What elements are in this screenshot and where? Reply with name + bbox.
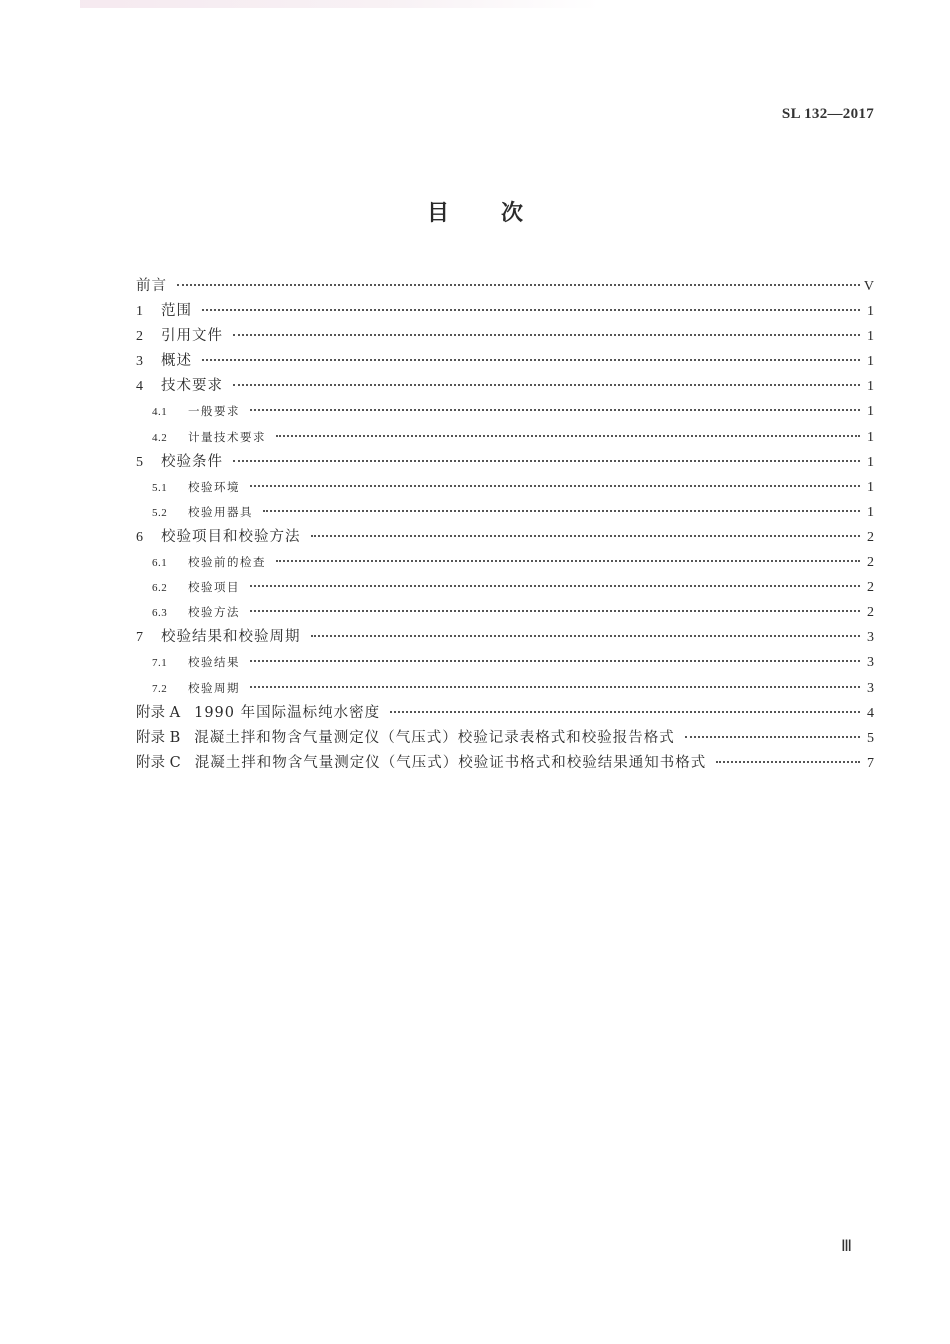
toc-entry-page: 3	[867, 680, 874, 696]
dot-leader	[250, 585, 860, 587]
toc-entry-label: 校验项目	[188, 580, 240, 595]
toc-entry-page: 1	[867, 429, 874, 445]
toc-entry-page: 5	[867, 730, 874, 746]
toc-entry[interactable]	[136, 450, 874, 475]
toc-entry-number: 5.1	[152, 481, 168, 494]
toc-entry-label: 校验方法	[188, 605, 240, 620]
toc-entry-page: V	[863, 279, 874, 294]
toc-entry-number: 6	[136, 529, 143, 545]
toc-entry-number: 7	[136, 630, 143, 646]
toc-entry-number: 5.2	[152, 506, 168, 519]
toc-entry-label: 前言	[136, 278, 167, 294]
toc-entry[interactable]	[136, 374, 874, 399]
dot-leader	[311, 535, 861, 537]
toc-entry-number: 6.2	[152, 582, 168, 595]
toc-entry[interactable]	[136, 550, 874, 575]
toc-entry-page: 1	[867, 504, 874, 520]
standard-code: SL 132—2017	[781, 106, 874, 122]
toc-entry[interactable]	[136, 751, 874, 776]
dot-leader	[685, 736, 860, 738]
toc-entry-number: 附录 B	[136, 729, 181, 746]
toc-entry[interactable]	[136, 425, 874, 450]
toc-entry-label: 范围	[161, 303, 192, 320]
toc-entry-page: 2	[867, 555, 874, 571]
toc-entry-number: 4.1	[152, 406, 168, 419]
toc-entry-label: 校验结果	[188, 655, 240, 670]
toc-entry-label: 概述	[161, 353, 192, 370]
toc-entry[interactable]	[136, 299, 874, 324]
toc-entry-page: 1	[867, 454, 874, 470]
scan-edge-tint	[80, 0, 600, 8]
dot-leader	[177, 284, 860, 286]
toc-entry[interactable]	[136, 500, 874, 525]
toc-entry-page: 1	[867, 304, 874, 320]
dot-leader	[233, 334, 860, 336]
toc-entry-label: 1990 年国际温标纯水密度	[194, 704, 381, 721]
toc-entry-page: 1	[867, 379, 874, 395]
toc-entry-label: 校验用器具	[188, 504, 253, 519]
toc-entry-number: 6.1	[152, 557, 168, 570]
toc-entry[interactable]	[136, 701, 874, 726]
toc-title-char-2: 次	[501, 201, 524, 226]
toc-entry-number: 3	[136, 354, 143, 370]
toc-entry-page: 2	[867, 529, 874, 545]
toc-entry-page: 2	[867, 605, 874, 621]
toc-entry-label: 校验项目和校验方法	[161, 528, 301, 545]
toc-entry-number: 7.2	[152, 682, 168, 695]
toc-entry-label: 校验条件	[161, 453, 223, 470]
toc-entry[interactable]	[136, 726, 874, 751]
dot-leader	[716, 761, 860, 763]
toc-title	[0, 196, 950, 227]
dot-leader	[233, 384, 860, 386]
toc-entry-page: 1	[867, 354, 874, 370]
dot-leader	[250, 485, 860, 487]
toc-entry-number: 4.2	[152, 431, 168, 444]
toc-entry-number: 1	[136, 304, 143, 320]
toc-entry-label: 技术要求	[161, 378, 223, 395]
toc-entry[interactable]	[136, 525, 874, 550]
toc-entry-number: 4	[136, 379, 143, 395]
toc-entry[interactable]	[136, 600, 874, 625]
dot-leader	[233, 460, 860, 462]
toc-entry-label: 一般要求	[188, 404, 240, 419]
dot-leader	[276, 560, 860, 562]
toc-entry-number: 7.1	[152, 657, 168, 670]
toc-entry[interactable]	[136, 349, 874, 374]
toc-entry-label: 校验结果和校验周期	[161, 629, 301, 646]
toc-title-char-1: 目	[426, 201, 449, 226]
toc-entry-page: 1	[867, 479, 874, 495]
toc-entry-number: 2	[136, 329, 143, 345]
toc-entry-number: 6.3	[152, 607, 168, 620]
toc-entry-number: 5	[136, 454, 143, 470]
toc-entry-page: 1	[867, 404, 874, 420]
toc-entry-label: 计量技术要求	[188, 429, 266, 444]
toc-entry-page: 7	[867, 755, 874, 771]
toc-entry-page: 2	[867, 580, 874, 596]
dot-leader	[311, 635, 861, 637]
toc-entry-label: 混凝土拌和物含气量测定仪（气压式）校验记录表格式和校验报告格式	[194, 729, 675, 746]
dot-leader	[250, 409, 860, 411]
dot-leader	[276, 435, 860, 437]
toc-entry-page: 4	[867, 705, 874, 721]
page-number: Ⅲ	[840, 1238, 852, 1255]
toc-entry[interactable]	[136, 324, 874, 349]
toc-entry-label: 混凝土拌和物含气量测定仪（气压式）校验证书格式和校验结果通知书格式	[194, 754, 707, 771]
dot-leader	[390, 711, 860, 713]
toc-entry[interactable]	[136, 676, 874, 701]
dot-leader	[202, 309, 860, 311]
toc-entry-page: 3	[867, 655, 874, 671]
toc-entry[interactable]	[136, 625, 874, 650]
toc-entry[interactable]	[136, 475, 874, 500]
toc-entry-label: 校验环境	[188, 479, 240, 494]
toc-entry[interactable]	[136, 575, 874, 600]
toc-entry[interactable]	[136, 274, 874, 299]
toc-entry-number: 附录 A	[136, 704, 181, 721]
toc-entry-label: 引用文件	[161, 328, 223, 345]
toc-entry-label: 校验前的检查	[188, 555, 266, 570]
table-of-contents	[136, 274, 874, 776]
dot-leader	[263, 510, 860, 512]
toc-entry-page: 3	[867, 630, 874, 646]
dot-leader	[250, 660, 860, 662]
toc-entry[interactable]	[136, 399, 874, 424]
toc-entry-number: 附录 C	[136, 754, 181, 771]
dot-leader	[250, 686, 860, 688]
toc-entry-label: 校验周期	[188, 680, 240, 695]
toc-entry[interactable]	[136, 650, 874, 675]
dot-leader	[202, 359, 860, 361]
dot-leader	[250, 610, 860, 612]
toc-entry-page: 1	[867, 329, 874, 345]
